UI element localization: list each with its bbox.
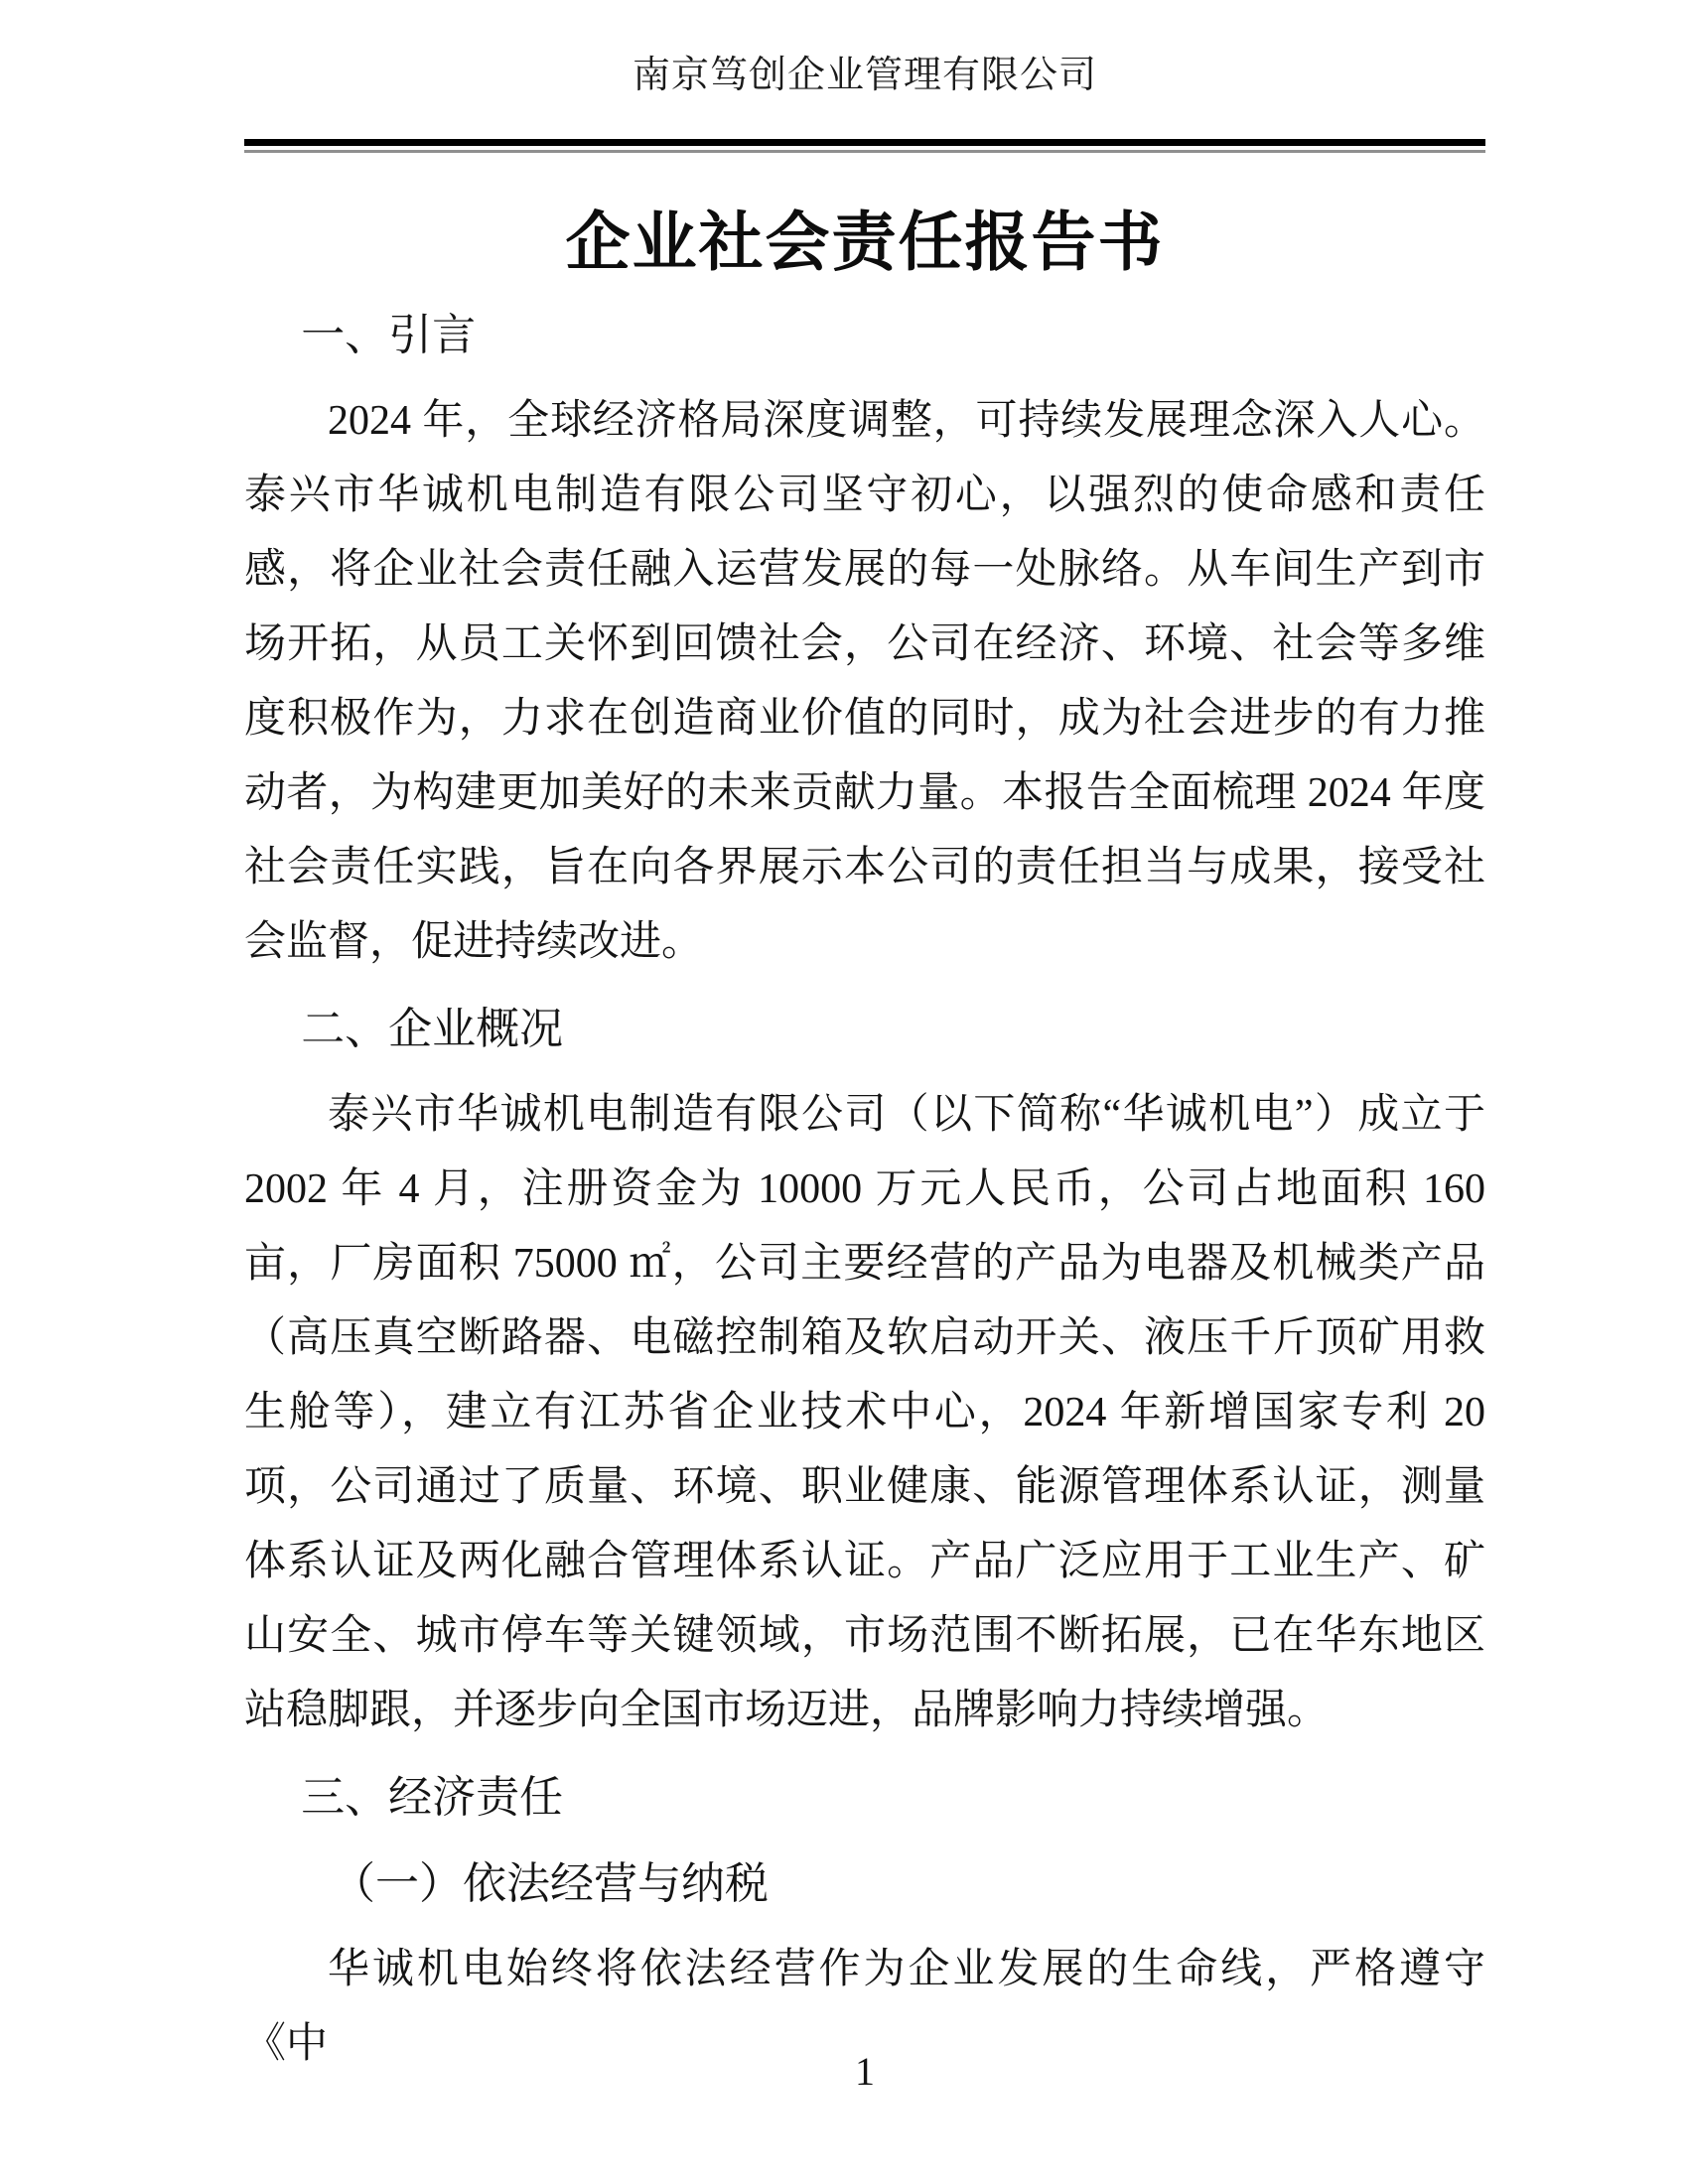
section-heading-economic-responsibility: 三、经济责任 [301,1773,564,1822]
paragraph-introduction: 2024 年，全球经济格局深度调整，可持续发展理念深入人心。泰兴市华诚机电制造有限公司坚守初心，以强烈的使命感和责任感，将企业社会责任融入运营发展的每一处脉络。从车间生产到市场开拓，从员工关怀到回馈社会，公司在经济、环境、社会等多维度积极作为，力求在创造商业价值的同时，成为社会进步的有力推动者，为构建更加美好的未来贡献力量。本报告全面梳理 2024 年度社会责任实践，旨在向各界展示本公司的责任担当与成果，接受社会监督，促进持续改进。 [244,398,1485,965]
section-introduction [244,298,1485,980]
paragraph-lawful-operation-tax: 华诚机电始终将依法经营作为企业发展的生命线，严格遵守《中 [244,1947,1485,2067]
section-heading-introduction: 一、引言 [301,311,477,359]
page-header [244,0,1485,153]
header-company-name: 南京笃创企业管理有限公司 [632,55,1097,96]
section-company-profile [244,992,1485,1748]
page-number: 1 [855,2049,875,2094]
section-heading-company-profile: 二、企业概况 [301,1005,564,1053]
header-rule-thick-line [244,139,1485,146]
subsection-heading-lawful-operation-tax: （一）依法经营与纳税 [332,1859,769,1908]
header-rule [244,139,1485,153]
header-rule-thin-line [244,150,1485,153]
document-title: 企业社会责任报告书 [565,207,1165,279]
section-economic-responsibility [244,1760,1485,2082]
paragraph-company-profile: 泰兴市华诚机电制造有限公司（以下简称“华诚机电”）成立于 2002 年 4 月，注册资金为 10000 万元人民币，公司占地面积 160 亩，厂房面积 75000 ㎡，公司主要经营的产品为电器及机械类产品（高压真空断路器、电磁控制箱及软启动开关、液压千斤顶矿用救生舱等），建立有江苏省企业技术中心，2024 年新增国家专利 20 项，公司通过了质量、环境、职业健康、能源管理体系认证，测量体系认证及两化融合管理体系认证。产品广泛应用于工业生产、矿山安全、城市停车等关键领域，市场范围不断拓展，已在华东地区站稳脚跟，并逐步向全国市场迈进，品牌影响力持续增强。 [244,1092,1485,1733]
